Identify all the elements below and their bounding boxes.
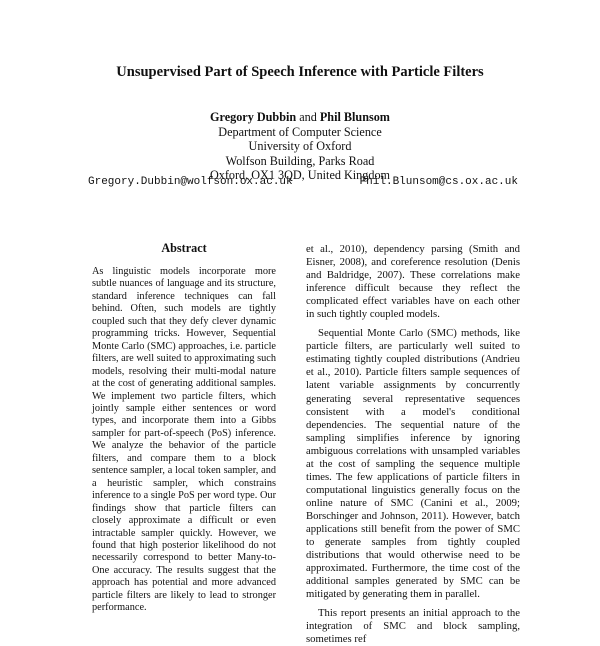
affiliation-department: Department of Computer Science: [218, 124, 382, 139]
paper-title: Unsupervised Part of Speech Inference with Particle Filters: [116, 64, 484, 80]
email-2: Phil.Blunsom@cs.ox.ac.uk: [359, 176, 518, 188]
affiliation-building: Wolfson Building, Parks Road: [225, 153, 375, 168]
author-names: [0, 110, 600, 125]
author-2: Phil Blunsom: [319, 110, 390, 124]
body-paragraph-3: This report presents an initial approach to the integration of SMC and block sampling, sometimes ref: [306, 607, 520, 646]
author-separator: and: [299, 110, 317, 124]
body-column: [306, 243, 520, 646]
affiliation-university: University of Oxford: [248, 139, 352, 154]
body-paragraph-2: Sequential Monte Carlo (SMC) methods, like particle filters, are particularly well suited to estimating tightly coupled distributions (Andrieu et al., 2010). Particle filters sample sequences of latent variable assignments by concurrently generating several representative sequences consistent with a model's conditional dependencies. The sequential nature of the sampling simplifies inference by ignoring ambiguous correlations with unsampled variables at the cost of sampling the sequence multiple times. The few applications of particle filters in computational linguistics generally focus on the online nature of SMC (Canini et al., 2009; Borschinger and Johnson, 2011). However, batch applications still benefit from the power of SMC to generate samples from tightly coupled distributions that would otherwise need to be approximated. Furthermore, the time cost of the additional samples generated by SMC can be mitigated by generating them in parallel.: [306, 327, 520, 601]
abstract-heading: Abstract: [161, 241, 207, 255]
affiliation-city: Oxford, OX1 3QD, United Kingdom: [209, 168, 391, 183]
author-1: Gregory Dubbin: [210, 110, 297, 124]
abstract-text: As linguistic models incorporate more subtle nuances of language and its structure, standard inference techniques can fall behind. Often, such models are tightly coupled such that they defy clever dynamic programming tricks. However, Sequential Monte Carlo (SMC) approaches, i.e. particle filters, are well suited to approximating such models, resolving their multi-modal nature at the cost of generating additional samples. We implement two particle filters, which jointly sample either sentences or word types, and incorporate them into a Gibbs sampler for part-of-speech (PoS) inference. We analyze the behavior of the particle filters, and compare them to a block sentence sampler, a local token sampler, and a heuristic sampler, which constrains inference to a single PoS per word type. Our findings show that particle filters can closely approximate a difficult or even intractable sampler quickly. However, we found that high posterior likelihood do not necessarily correspond to better Many-to-One accuracy. The results suggest that the approach has potential and more advanced particle filters are likely to lead to stronger performance.: [92, 266, 276, 614]
body-paragraph-1: et al., 2010), dependency parsing (Smith and Eisner, 2008), and coreference resolution (Denis and Baldridge, 2007). These correlations make inference difficult because they reflect the complicated effect variables have on each other in such tightly coupled models.: [306, 243, 520, 321]
email-1: Gregory.Dubbin@wolfson.ox.ac.uk: [88, 176, 293, 188]
author-block: [0, 110, 600, 183]
author-emails: [88, 176, 518, 188]
